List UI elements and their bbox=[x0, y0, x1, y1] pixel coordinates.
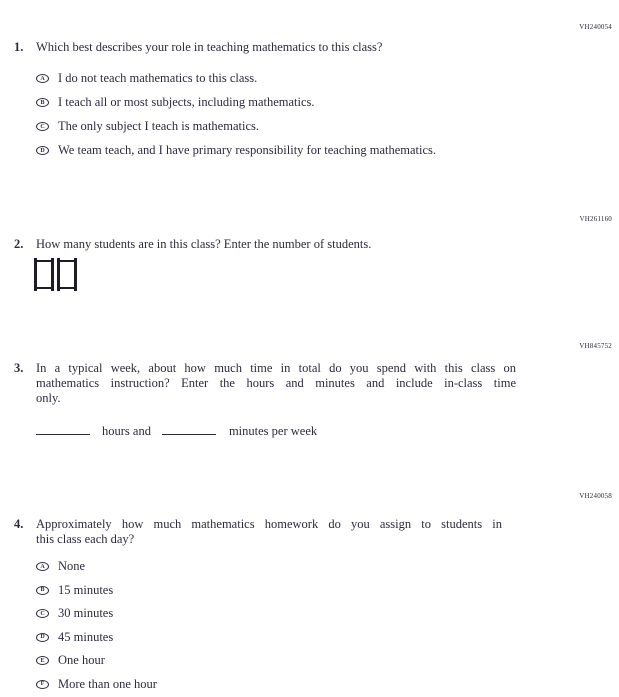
question-4-option-f[interactable] bbox=[36, 677, 619, 692]
student-count-digit-box-2[interactable] bbox=[60, 260, 74, 289]
question-1-options bbox=[0, 71, 619, 158]
minutes-label: minutes per week bbox=[228, 424, 318, 438]
question-1-option-c[interactable] bbox=[36, 119, 619, 134]
option-label: 30 minutes bbox=[58, 606, 114, 620]
answer-bubble-b-icon[interactable]: B bbox=[36, 98, 49, 107]
question-1-option-a[interactable] bbox=[36, 71, 619, 86]
answer-bubble-a-icon[interactable]: A bbox=[36, 74, 49, 83]
question-1-text-line: Which best describes your role in teaching mathematics to this class? bbox=[36, 40, 383, 54]
answer-bubble-d-icon[interactable]: D bbox=[36, 633, 49, 642]
question-1-option-b[interactable] bbox=[36, 95, 619, 110]
option-label: More than one hour bbox=[58, 676, 157, 691]
answer-bubble-c-icon[interactable]: C bbox=[36, 122, 49, 131]
question-2-text-line: How many students are in this class? Enter the number of students. bbox=[36, 237, 372, 251]
question-2-number: 2. bbox=[14, 237, 24, 251]
question-4-option-c[interactable] bbox=[36, 606, 619, 621]
hours-blank-field[interactable] bbox=[36, 421, 90, 435]
question-1-option-d[interactable] bbox=[36, 143, 619, 158]
student-count-digit-box-1[interactable] bbox=[37, 260, 51, 289]
student-count-entry bbox=[0, 260, 619, 289]
question-2-code: VH261160 bbox=[579, 215, 612, 223]
hours-label: hours and bbox=[102, 424, 151, 438]
option-label: 15 minutes bbox=[58, 582, 114, 597]
question-1-code: VH240054 bbox=[579, 23, 612, 31]
question-4-option-a[interactable] bbox=[36, 559, 619, 574]
option-label: None bbox=[58, 559, 86, 573]
minutes-blank-field[interactable] bbox=[162, 421, 216, 435]
question-4-option-d[interactable] bbox=[36, 630, 619, 645]
question-3 bbox=[0, 341, 619, 439]
answer-bubble-c-icon[interactable]: C bbox=[36, 609, 49, 618]
question-3-text bbox=[36, 361, 516, 406]
question-1-text bbox=[36, 40, 516, 55]
answer-bubble-d-icon[interactable]: D bbox=[36, 146, 49, 155]
option-label: The only subject I teach is mathematics. bbox=[58, 119, 259, 133]
option-label: I teach all or most subjects, including mathematics. bbox=[58, 95, 315, 109]
option-label: 45 minutes bbox=[58, 629, 114, 644]
answer-bubble-b-icon[interactable]: B bbox=[36, 586, 49, 595]
question-4-text-line: Approximately how much mathematics homework do you assign to students in bbox=[36, 517, 502, 531]
option-label: I do not teach mathematics to this class. bbox=[58, 71, 258, 85]
question-1 bbox=[0, 22, 619, 167]
option-label: We team teach, and I have primary responsibility for teaching mathematics. bbox=[58, 143, 437, 157]
question-4-number: 4. bbox=[14, 517, 24, 531]
answer-bubble-e-icon[interactable]: E bbox=[36, 656, 49, 665]
question-3-text-line: In a typical week, about how much time in total do you spend with this class on bbox=[36, 361, 516, 375]
question-3-text-line: only. bbox=[36, 391, 61, 405]
question-2-text bbox=[36, 237, 516, 252]
question-4-option-b[interactable] bbox=[36, 583, 619, 598]
question-4 bbox=[0, 491, 619, 697]
answer-bubble-a-icon[interactable]: A bbox=[36, 562, 49, 571]
question-4-option-e[interactable] bbox=[36, 653, 619, 668]
answer-bubble-f-icon[interactable]: F bbox=[36, 680, 49, 689]
time-fill-in-line bbox=[0, 421, 619, 439]
question-3-number: 3. bbox=[14, 361, 24, 375]
question-3-code: VH845752 bbox=[579, 342, 612, 350]
question-1-number: 1. bbox=[14, 40, 24, 54]
question-4-options bbox=[0, 559, 619, 692]
question-2 bbox=[0, 214, 619, 289]
question-4-text bbox=[36, 517, 502, 547]
question-3-text-line: mathematics instruction? Enter the hours and minutes and include in-class time bbox=[36, 376, 516, 390]
question-4-code: VH240058 bbox=[579, 492, 612, 500]
question-4-text-line: this class each day? bbox=[36, 532, 135, 546]
option-label: One hour bbox=[58, 653, 105, 667]
